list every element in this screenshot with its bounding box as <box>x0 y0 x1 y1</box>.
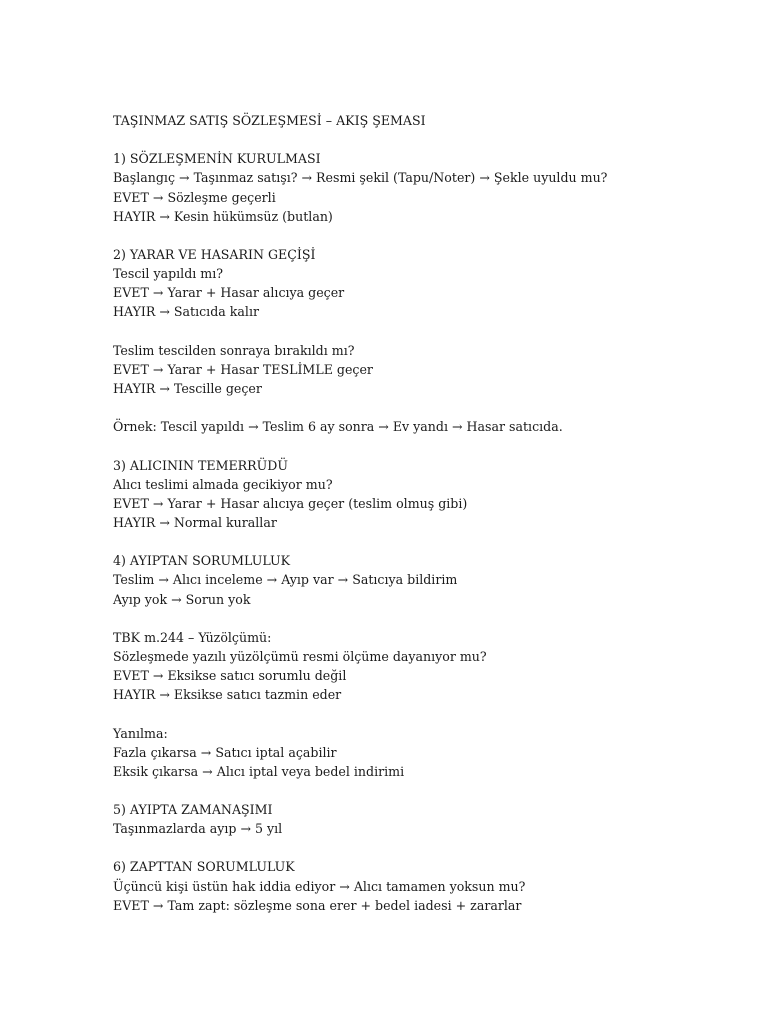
text-line: Alıcı teslimi almada gecikiyor mu? <box>113 476 333 492</box>
text-line: HAYIR → Tescille geçer <box>113 380 262 396</box>
text-line: Teslim → Alıcı inceleme → Ayıp var → Satıcıya bildirim <box>113 572 458 588</box>
section-3 <box>113 456 713 552</box>
text-line: TBK m.244 – Yüzölçümü: <box>113 629 272 645</box>
section-2 <box>113 245 713 456</box>
text-line: EVET → Sözleşme geçerli <box>113 189 276 205</box>
spacer <box>113 532 713 551</box>
text-line: Teslim tescilden sonraya bırakıldı mı? <box>113 342 355 358</box>
section-4 <box>113 551 713 800</box>
spacer <box>113 226 713 245</box>
sections <box>113 149 713 915</box>
section-heading: 5) AYIPTA ZAMANAŞIMI <box>113 802 273 818</box>
text-line: Eksik çıkarsa → Alıcı iptal veya bedel indirimi <box>113 763 405 779</box>
text-line: HAYIR → Normal kurallar <box>113 514 277 530</box>
text-line: Ayıp yok → Sorun yok <box>113 591 251 607</box>
section-heading: 1) SÖZLEŞMENİN KURULMASI <box>113 151 321 167</box>
text-line: Sözleşmede yazılı yüzölçümü resmi ölçüme dayanıyor mu? <box>113 648 487 664</box>
spacer <box>113 130 713 149</box>
text-line: Yanılma: <box>113 725 168 741</box>
spacer <box>113 322 713 341</box>
text-line: HAYIR → Satıcıda kalır <box>113 304 259 320</box>
text-line: EVET → Eksikse satıcı sorumlu değil <box>113 668 347 684</box>
section-heading: 3) ALICININ TEMERRÜDÜ <box>113 457 288 473</box>
text-line: HAYIR → Eksikse satıcı tazmin eder <box>113 687 342 703</box>
document-title: TAŞINMAZ SATIŞ SÖZLEŞMESİ – AKIŞ ŞEMASI <box>113 113 426 128</box>
text-line: Taşınmazlarda ayıp → 5 yıl <box>113 821 283 837</box>
section-5 <box>113 800 713 857</box>
section-heading: 2) YARAR VE HASARIN GEÇİŞİ <box>113 246 316 262</box>
section-6 <box>113 857 713 914</box>
text-line: HAYIR → Kesin hükümsüz (butlan) <box>113 208 333 224</box>
text-line: EVET → Tam zapt: sözleşme sona erer + bedel iadesi + zararlar <box>113 897 522 913</box>
text-line: Fazla çıkarsa → Satıcı iptal açabilir <box>113 744 337 760</box>
section-heading: 6) ZAPTTAN SORUMLULUK <box>113 859 295 875</box>
text-line: EVET → Yarar + Hasar alıcıya geçer (teslim olmuş gibi) <box>113 495 468 511</box>
spacer <box>113 398 713 417</box>
spacer <box>113 704 713 723</box>
text-line: Üçüncü kişi üstün hak iddia ediyor → Alıcı tamamen yoksun mu? <box>113 878 526 894</box>
section-1 <box>113 149 713 245</box>
document-body <box>113 111 713 915</box>
text-line: Başlangıç → Taşınmaz satışı? → Resmi şekil (Tapu/Noter) → Şekle uyuldu mu? <box>113 170 608 186</box>
text-line: EVET → Yarar + Hasar TESLİMLE geçer <box>113 361 373 377</box>
spacer <box>113 609 713 628</box>
spacer <box>113 781 713 800</box>
text-line: Örnek: Tescil yapıldı → Teslim 6 ay sonra → Ev yandı → Hasar satıcıda. <box>113 419 563 435</box>
spacer <box>113 436 713 455</box>
text-line: EVET → Yarar + Hasar alıcıya geçer <box>113 285 345 301</box>
section-heading: 4) AYIPTAN SORUMLULUK <box>113 553 291 569</box>
text-line: Tescil yapıldı mı? <box>113 266 224 282</box>
spacer <box>113 838 713 857</box>
